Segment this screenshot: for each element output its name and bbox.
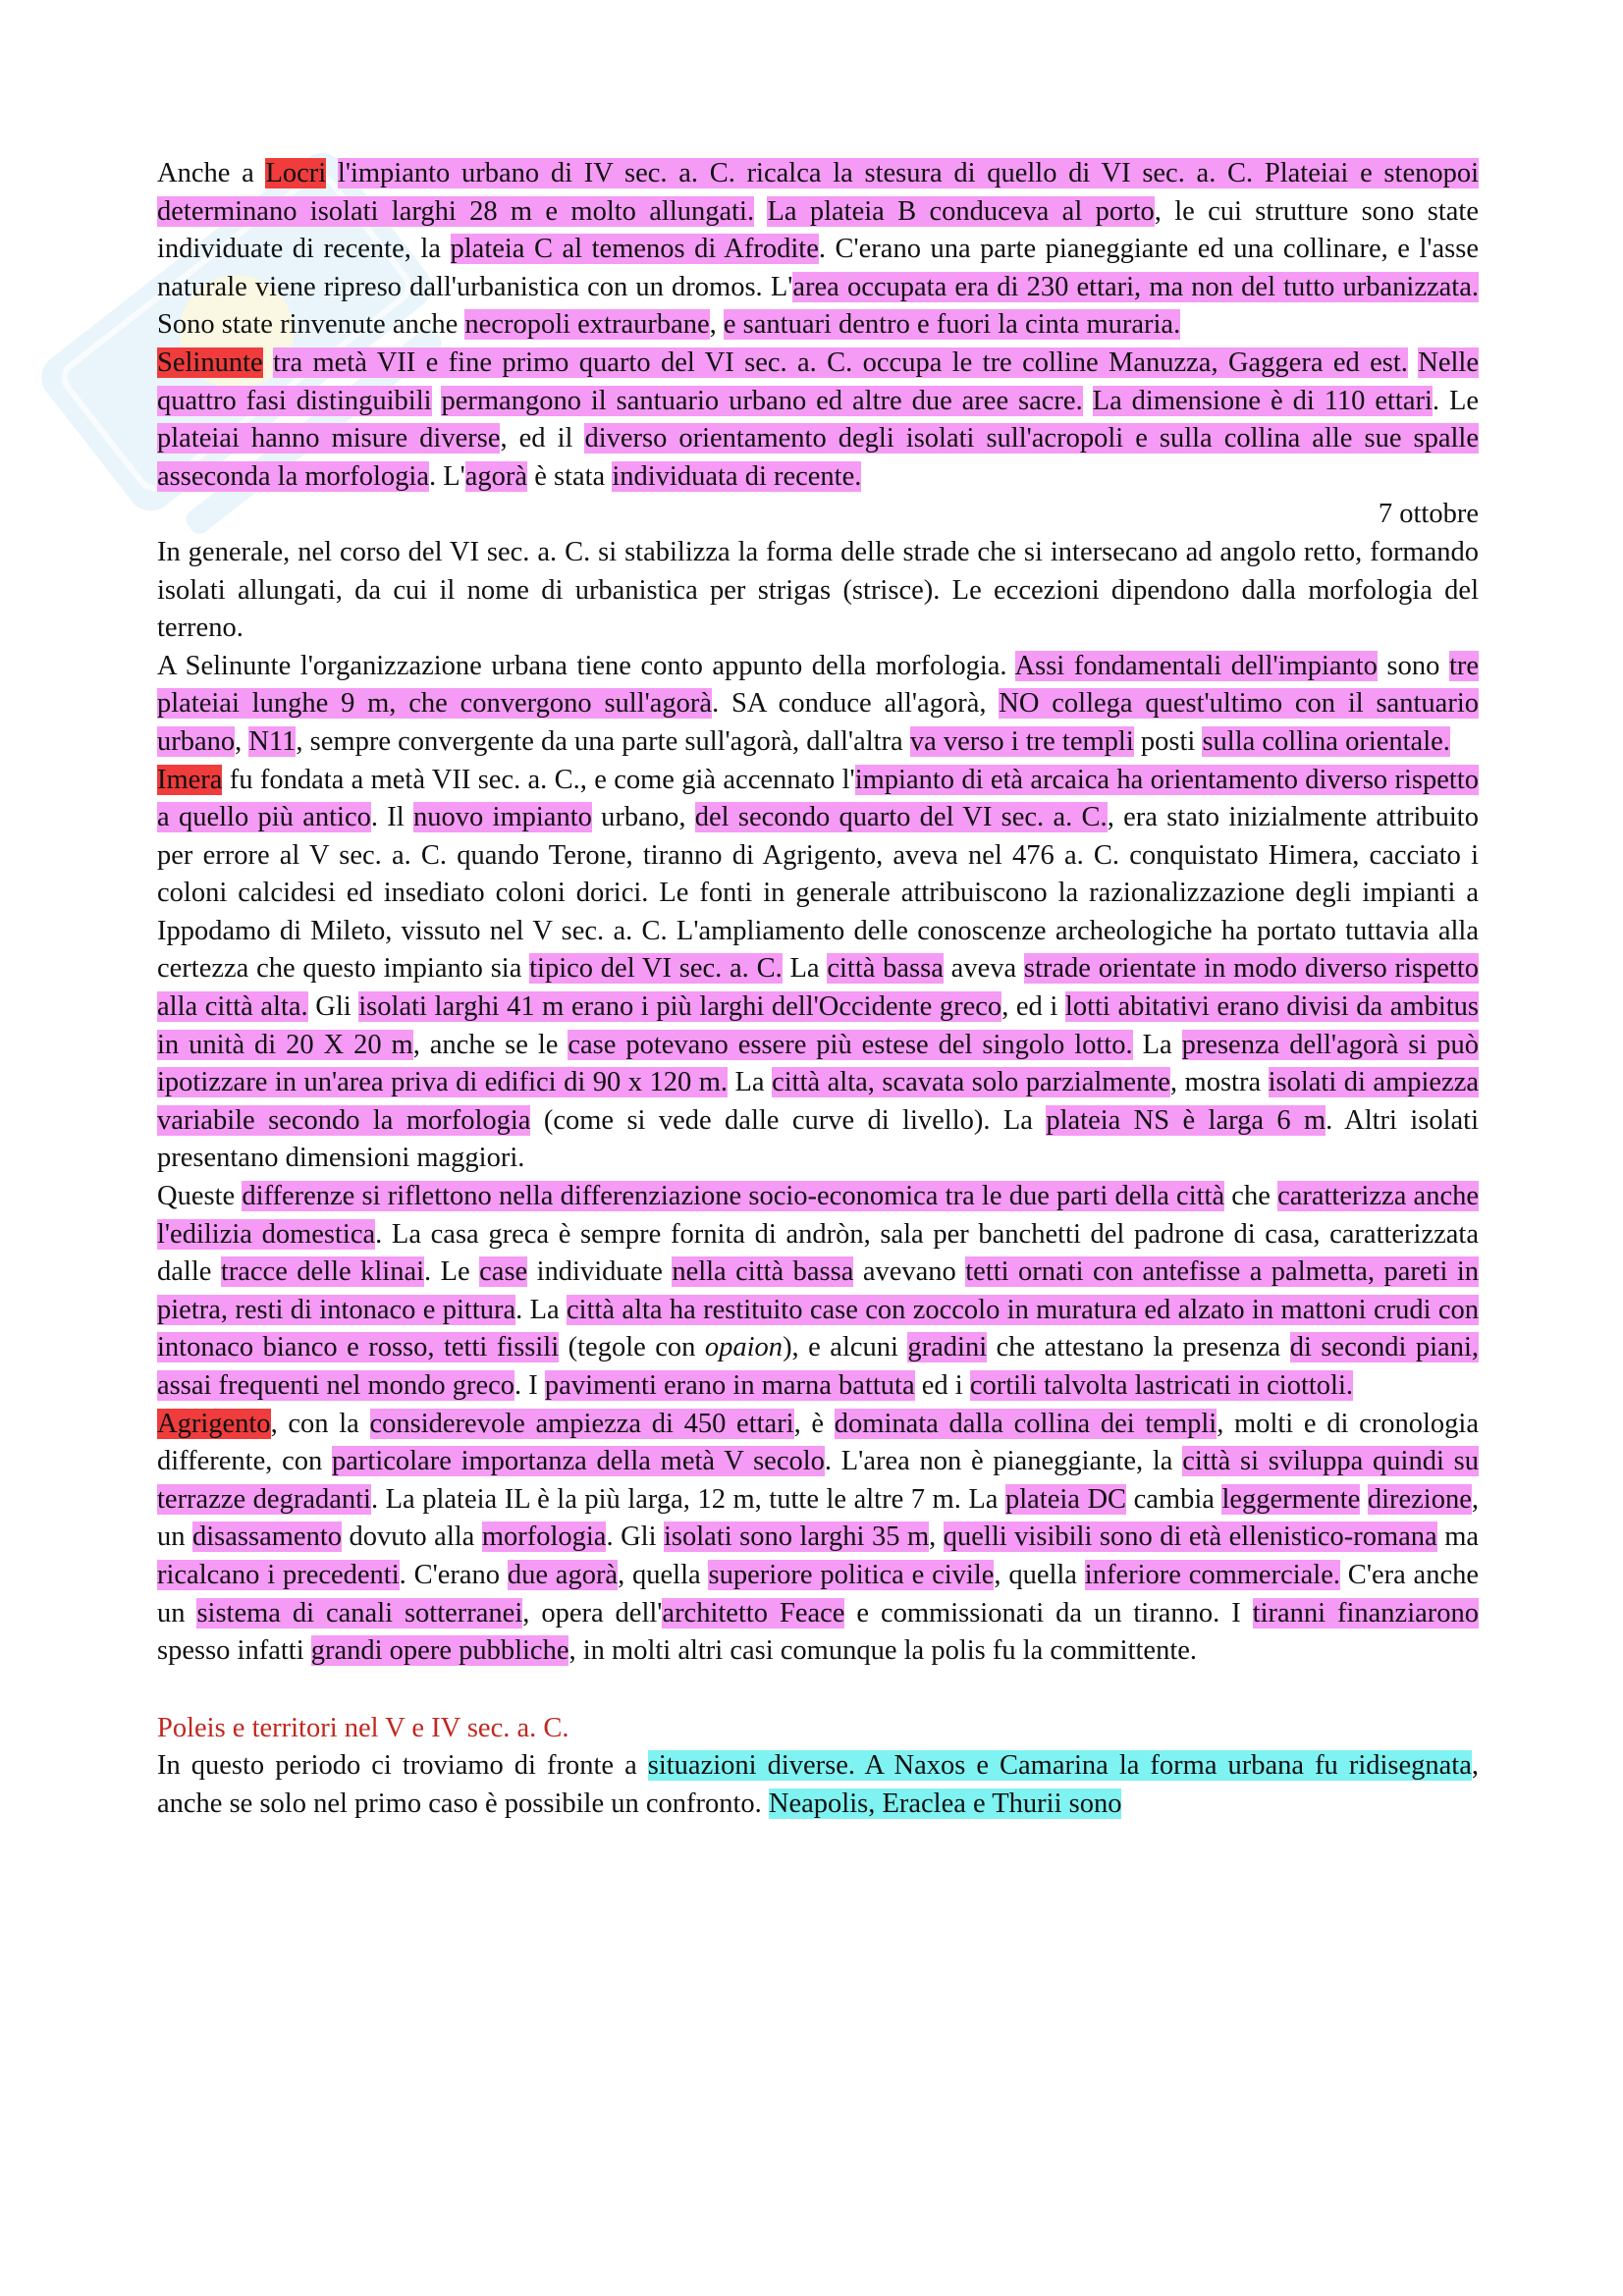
- highlight-magenta: asseconda la morfologia: [157, 460, 429, 492]
- text-run: , opera dell': [522, 1597, 663, 1629]
- highlight-magenta: sulla collina orientale.: [1202, 725, 1450, 757]
- text-run: La: [782, 953, 828, 985]
- text-run: Gli: [307, 991, 359, 1023]
- highlight-magenta: dominata dalla collina dei templi: [834, 1408, 1217, 1439]
- highlight-magenta: strade orientate in modo diverso rispetto alla città alta.: [157, 953, 1479, 1023]
- text-run: [326, 158, 338, 188]
- highlight-magenta: tetti ornati con antefisse a palmetta, pareti in pietra, resti di intonaco e pittura: [157, 1256, 1479, 1325]
- text-run: , sempre convergente da una parte sull'agorà, dall'altra: [296, 725, 910, 757]
- text-run: . I: [514, 1370, 545, 1401]
- paragraph: [157, 1406, 1479, 1671]
- text-run: . La casa greca è sempre fornita di andròn, sala per banchetti del padrone di casa, caratterizzata dalle: [157, 1218, 1479, 1288]
- highlight-magenta: diverso orientamento degli isolati sull'acropoli e sulla collina alle sue spalle: [584, 423, 1479, 454]
- highlight-magenta: plateiai hanno misure diverse: [157, 423, 501, 454]
- text-run: avevano: [853, 1256, 966, 1288]
- highlight-magenta: isolati larghi 41 m erano i più larghi dell'Occidente greco: [358, 991, 1002, 1023]
- text-run: posti: [1133, 725, 1203, 757]
- text-run: , anche se solo nel primo caso è possibile un confronto.: [157, 1750, 1479, 1819]
- text-run: . C'erano: [399, 1559, 508, 1590]
- text-run: . SA conduce all'agorà,: [712, 688, 1000, 720]
- text-run: e commissionati da un tiranno. I: [844, 1597, 1253, 1629]
- text-run: [432, 386, 442, 416]
- text-run: dovuto alla: [342, 1522, 482, 1553]
- text-run: (tegole con: [559, 1332, 705, 1363]
- text-run: , un: [157, 1483, 1479, 1553]
- text-run: [1408, 347, 1418, 378]
- text-run: . Le: [424, 1256, 480, 1288]
- highlight-magenta: presenza dell'agorà si può ipotizzare in un'area priva di edifici di 90 x 120 m.: [157, 1029, 1479, 1098]
- text-run: . Gli: [606, 1522, 664, 1553]
- text-run: individuate: [527, 1256, 673, 1288]
- highlight-magenta: Assi fondamentali dell'impianto: [1014, 650, 1378, 681]
- highlight-red: Agrigento: [157, 1408, 271, 1439]
- text-run: fu fondata a metà VII sec. a. C., e come già accennato l': [222, 764, 855, 795]
- highlight-magenta: inferiore commerciale.: [1084, 1559, 1340, 1590]
- highlight-magenta: superiore politica e civile: [708, 1559, 995, 1590]
- paragraph: [157, 155, 1479, 345]
- highlight-magenta: nuovo impianto: [413, 802, 592, 833]
- highlight-magenta: Nelle quattro fasi distinguibili: [157, 347, 1479, 416]
- highlight-magenta: impianto di età arcaica ha orientamento diverso rispetto a quello più antico: [157, 764, 1479, 833]
- text-run: urbano,: [591, 802, 695, 833]
- text-run: spesso infatti: [157, 1635, 311, 1667]
- text-run: che: [1224, 1181, 1278, 1212]
- section-heading: Poleis e territori nel V e IV sec. a. C.: [157, 1712, 569, 1743]
- highlight-magenta: caratterizza anche l'edilizia domestica: [157, 1181, 1479, 1250]
- highlight-magenta: individuata di recente.: [612, 460, 862, 492]
- text-run: ), e alcuni: [783, 1332, 908, 1363]
- highlight-magenta: tracce delle klinai: [220, 1256, 425, 1288]
- text-run: , le cui strutture sono state individuate di recente, la: [157, 195, 1479, 265]
- text-run: , ed il: [500, 423, 585, 454]
- highlight-magenta: e santuari dentro e fuori la cinta muraria.: [723, 309, 1181, 341]
- text-run: ,: [929, 1522, 944, 1553]
- text-run: . La: [515, 1294, 568, 1325]
- highlight-magenta: nella città bassa: [672, 1256, 854, 1288]
- highlight-cyan: Neapolis, Eraclea e Thurii sono: [768, 1788, 1122, 1819]
- highlight-cyan: situazioni diverse. A Naxos e Camarina la forma urbana fu ridisegnata: [647, 1750, 1472, 1782]
- text-run: ,: [235, 725, 249, 757]
- text-run: Anche a: [157, 158, 266, 188]
- highlight-magenta: tra metà VII e fine primo quarto del VI sec. a. C. occupa le tre colline Manuzza, Gaggera ed est.: [273, 347, 1408, 378]
- text-run: , è: [793, 1408, 835, 1439]
- text-run: (come si vede dalle curve di livello). La: [530, 1104, 1047, 1136]
- highlight-magenta: La dimensione è di 110 ettari: [1092, 385, 1433, 416]
- highlight-magenta: città bassa: [827, 953, 944, 985]
- text-run: , con la: [270, 1408, 370, 1439]
- text-run: [1360, 1484, 1368, 1515]
- highlight-magenta: città alta ha restituito case con zoccolo in muratura ed alzato in mattoni crudi con intonaco bianco e rosso, tetti fissili: [157, 1294, 1480, 1363]
- text-run: , quella: [994, 1559, 1085, 1590]
- text-run: . Altri isolati presentano dimensioni maggiori.: [157, 1104, 1479, 1174]
- text-run: , in molti altri casi comunque la polis fu la committente.: [568, 1635, 1198, 1667]
- highlight-magenta: gradini: [907, 1332, 988, 1363]
- text-run: , quella: [618, 1559, 709, 1590]
- highlight-magenta: NO collega quest'ultimo con il santuario urbano: [157, 688, 1479, 757]
- highlight-magenta: considerevole ampiezza di 450 ettari: [369, 1408, 794, 1439]
- highlight-magenta: l'impianto urbano di IV sec. a. C. ricalca la stesura di quello di VI sec. a. C. Plateiai e stenopoi determinano isolati larghi 28 m e molto allungati.: [157, 158, 1480, 227]
- paragraph: [157, 534, 1479, 648]
- highlight-red: Selinunte: [157, 347, 263, 378]
- text-run: che attestano la presenza: [987, 1332, 1290, 1363]
- highlight-red: Locri: [265, 158, 327, 188]
- text-run: La: [728, 1067, 773, 1098]
- text-run: In generale, nel corso del VI sec. a. C. si stabilizza la forma delle strade che si intersecano ad angolo retto, formando isolati allungati, da cui il nome di urbanistica per strigas (strisce). Le eccezioni dipendono dalla morfologia del terreno.: [157, 536, 1479, 644]
- highlight-magenta: quelli visibili sono di età ellenistico-romana: [943, 1522, 1437, 1553]
- text-run: [1083, 386, 1093, 416]
- highlight-magenta: tre plateiai lunghe 9 m, che convergono sull'agorà: [157, 650, 1479, 720]
- highlight-magenta: agorà: [464, 460, 528, 492]
- highlight-magenta: plateia DC: [1004, 1483, 1127, 1515]
- text-run: . La plateia IL è la più larga, 12 m, tutte le altre 7 m. La: [370, 1483, 1005, 1515]
- paragraph: [157, 762, 1479, 1179]
- highlight-magenta: necropoli extraurbane: [464, 309, 710, 341]
- text-run: ma: [1436, 1522, 1480, 1553]
- text-run: , ed i: [1001, 991, 1065, 1023]
- text-run: , mostra: [1169, 1067, 1269, 1098]
- highlight-magenta: architetto Feace: [662, 1597, 845, 1629]
- text-run: Queste: [157, 1181, 243, 1212]
- highlight-magenta: N11: [248, 725, 297, 757]
- highlight-magenta: permangono il santuario urbano ed altre due aree sacre.: [441, 385, 1083, 416]
- text-run: ed i: [914, 1370, 970, 1401]
- highlight-magenta: di secondi piani, assai frequenti nel mondo greco: [157, 1332, 1479, 1401]
- text-run: . L': [428, 460, 465, 492]
- text-run: cambia: [1126, 1483, 1222, 1515]
- highlight-magenta: cortili talvolta lastricati in ciottoli.: [969, 1370, 1354, 1401]
- text-run: ,: [709, 309, 724, 341]
- highlight-magenta: grandi opere pubbliche: [310, 1635, 569, 1667]
- paragraph: [157, 1178, 1479, 1406]
- text-run: A Selinunte l'organizzazione urbana tiene conto appunto della morfologia.: [157, 650, 1015, 681]
- highlight-magenta: va verso i tre templi: [909, 725, 1134, 757]
- highlight-magenta: case: [479, 1256, 528, 1288]
- paragraph: [157, 345, 1479, 496]
- highlight-magenta: tiranni finanziarono: [1252, 1597, 1480, 1629]
- text-run: . Il: [370, 802, 413, 833]
- text-run: sono: [1377, 650, 1449, 681]
- highlight-magenta: città si sviluppa quindi su terrazze degradanti: [157, 1446, 1479, 1515]
- document-page: [157, 155, 1479, 1824]
- highlight-magenta: due agorà: [507, 1559, 619, 1590]
- highlight-magenta: disassamento: [192, 1522, 342, 1553]
- highlight-magenta: differenze si riflettono nella differenziazione socio-economica tra le due parti della città: [242, 1181, 1225, 1212]
- text-run: Sono state rinvenute anche: [157, 309, 465, 341]
- highlight-magenta: sistema di canali sotterranei: [196, 1597, 523, 1629]
- paragraph: [157, 648, 1479, 762]
- text-run: [754, 196, 767, 227]
- text-run: aveva: [943, 953, 1024, 985]
- text-run: , era stato inizialmente attribuito per errore al V sec. a. C. quando Terone, tiranno di Agrigento, aveva nel 476 a. C. conquistato Himera, cacciato i coloni calcidesi ed insediato coloni dorici. Le fonti in generale attribuiscono la razionalizzazione degli impianti a Ippodamo di Mileto, vissuto nel V sec. a. C. L'ampliamento delle conoscenze archeologiche ha portato tuttavia alla certezza che questo impianto sia: [157, 802, 1479, 985]
- highlight-magenta: particolare importanza della metà V secolo: [332, 1446, 825, 1477]
- section-date: 7 ottobre: [1378, 499, 1479, 530]
- text-run: è stata: [527, 460, 613, 492]
- text-run: In questo periodo ci troviamo di fronte a: [157, 1750, 648, 1782]
- text-run: , molti e di cronologia differente, con: [157, 1408, 1479, 1477]
- highlight-magenta: tipico del VI sec. a. C.: [529, 953, 783, 985]
- highlight-magenta: città alta, scavata solo parzialmente: [772, 1067, 1170, 1098]
- italic-text: opaion: [704, 1332, 784, 1363]
- highlight-magenta: case potevano essere più estese del singolo lotto.: [568, 1029, 1133, 1060]
- highlight-magenta: plateia NS è larga 6 m: [1046, 1104, 1326, 1136]
- paragraph: [157, 1747, 1479, 1823]
- text-run: , anche se le: [412, 1029, 568, 1060]
- highlight-red: Imera: [157, 764, 223, 795]
- text-run: La: [1132, 1029, 1182, 1060]
- highlight-magenta: morfologia: [481, 1522, 607, 1553]
- text-run: . C'erano una parte pianeggiante ed una collinare, e l'asse naturale viene ripreso dall'urbanistica con un dromos. L': [157, 234, 1480, 302]
- text-run: . Le: [1432, 385, 1480, 416]
- highlight-magenta: isolati di ampiezza variabile secondo la morfologia: [157, 1067, 1479, 1136]
- highlight-magenta: direzione: [1367, 1483, 1472, 1515]
- highlight-magenta: La plateia B conduceva al porto: [767, 195, 1155, 227]
- highlight-magenta: leggermente: [1221, 1483, 1361, 1515]
- text-run: . L'area non è pianeggiante, la: [824, 1446, 1183, 1477]
- highlight-magenta: del secondo quarto del VI sec. a. C.: [694, 802, 1108, 833]
- highlight-magenta: ricalcano i precedenti: [157, 1559, 400, 1590]
- highlight-magenta: plateia C al temenos di Afrodite: [450, 234, 819, 265]
- highlight-magenta: area occupata era di 230 ettari, ma non del tutto urbanizzata.: [792, 271, 1479, 302]
- highlight-magenta: lotti abitativi erano divisi da ambitus in unità di 20 X 20 m: [157, 991, 1479, 1060]
- text-run: [263, 347, 273, 378]
- text-run: C'era anche un: [157, 1559, 1480, 1629]
- highlight-magenta: isolati sono larghi 35 m: [664, 1522, 930, 1553]
- highlight-magenta: pavimenti erano in marna battuta: [544, 1370, 915, 1401]
